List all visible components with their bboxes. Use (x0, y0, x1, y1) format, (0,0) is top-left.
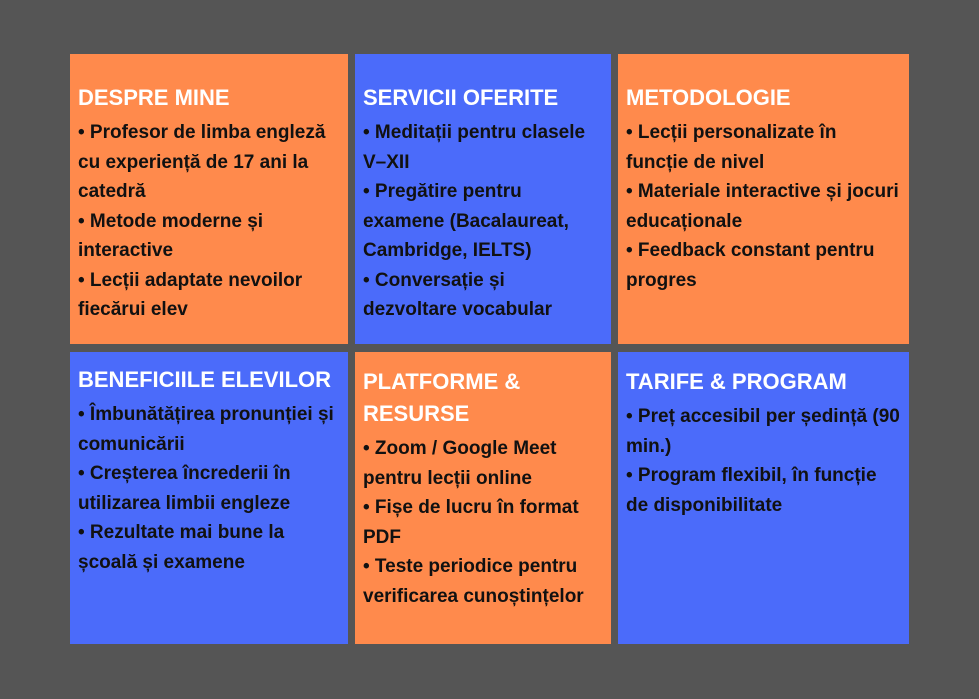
card-metodologie (618, 54, 909, 344)
card-tarife-program (618, 352, 909, 644)
card-item: • Zoom / Google Meet pentru lecții online (363, 438, 557, 489)
card-item: • Pregătire pentru examene (Bacalaureat, Cambridge, IELTS) (363, 181, 569, 261)
card-item: • Conversație și dezvoltare vocabular (363, 269, 553, 320)
card-item: • Rezultate mai bune la școală și examene (78, 522, 285, 573)
card-platforme-resurse (355, 352, 611, 644)
card-title: PLATFORME & RESURSE (363, 369, 521, 426)
card-item: • Îmbunătățirea pronunției și comunicării (78, 404, 334, 455)
card-title: TARIFE & PROGRAM (626, 369, 847, 394)
card-item: • Lecții personalizate în funcție de nivel (626, 122, 837, 173)
card-item: • Preț accesibil per ședință (90 min.) (626, 406, 900, 457)
card-title: DESPRE MINE (78, 85, 230, 110)
card-title: SERVICII OFERITE (363, 85, 559, 110)
card-item: • Materiale interactive și jocuri educaționale (626, 181, 899, 232)
card-despre-mine (70, 54, 348, 344)
card-item: • Profesor de limba engleză cu experiență de 17 ani la catedră (78, 122, 326, 202)
card-item: • Meditații pentru clasele V–XII (363, 122, 586, 173)
card-item: • Feedback constant pentru progres (626, 240, 875, 291)
card-title: METODOLOGIE (626, 85, 791, 110)
card-servicii-oferite (355, 54, 611, 344)
card-item: • Metode moderne și interactive (78, 210, 264, 261)
card-item: • Lecții adaptate nevoilor fiecărui elev (78, 269, 303, 320)
card-item: • Fișe de lucru în format PDF (363, 497, 579, 548)
card-item: • Creșterea încrederii în utilizarea limbii engleze (78, 463, 291, 514)
card-title: BENEFICIILE ELEVILOR (78, 367, 332, 392)
card-beneficiile-elevilor (70, 352, 348, 644)
card-item: • Program flexibil, în funcție de disponibilitate (626, 465, 877, 516)
card-item: • Teste periodice pentru verificarea cunoștințelor (363, 556, 584, 607)
